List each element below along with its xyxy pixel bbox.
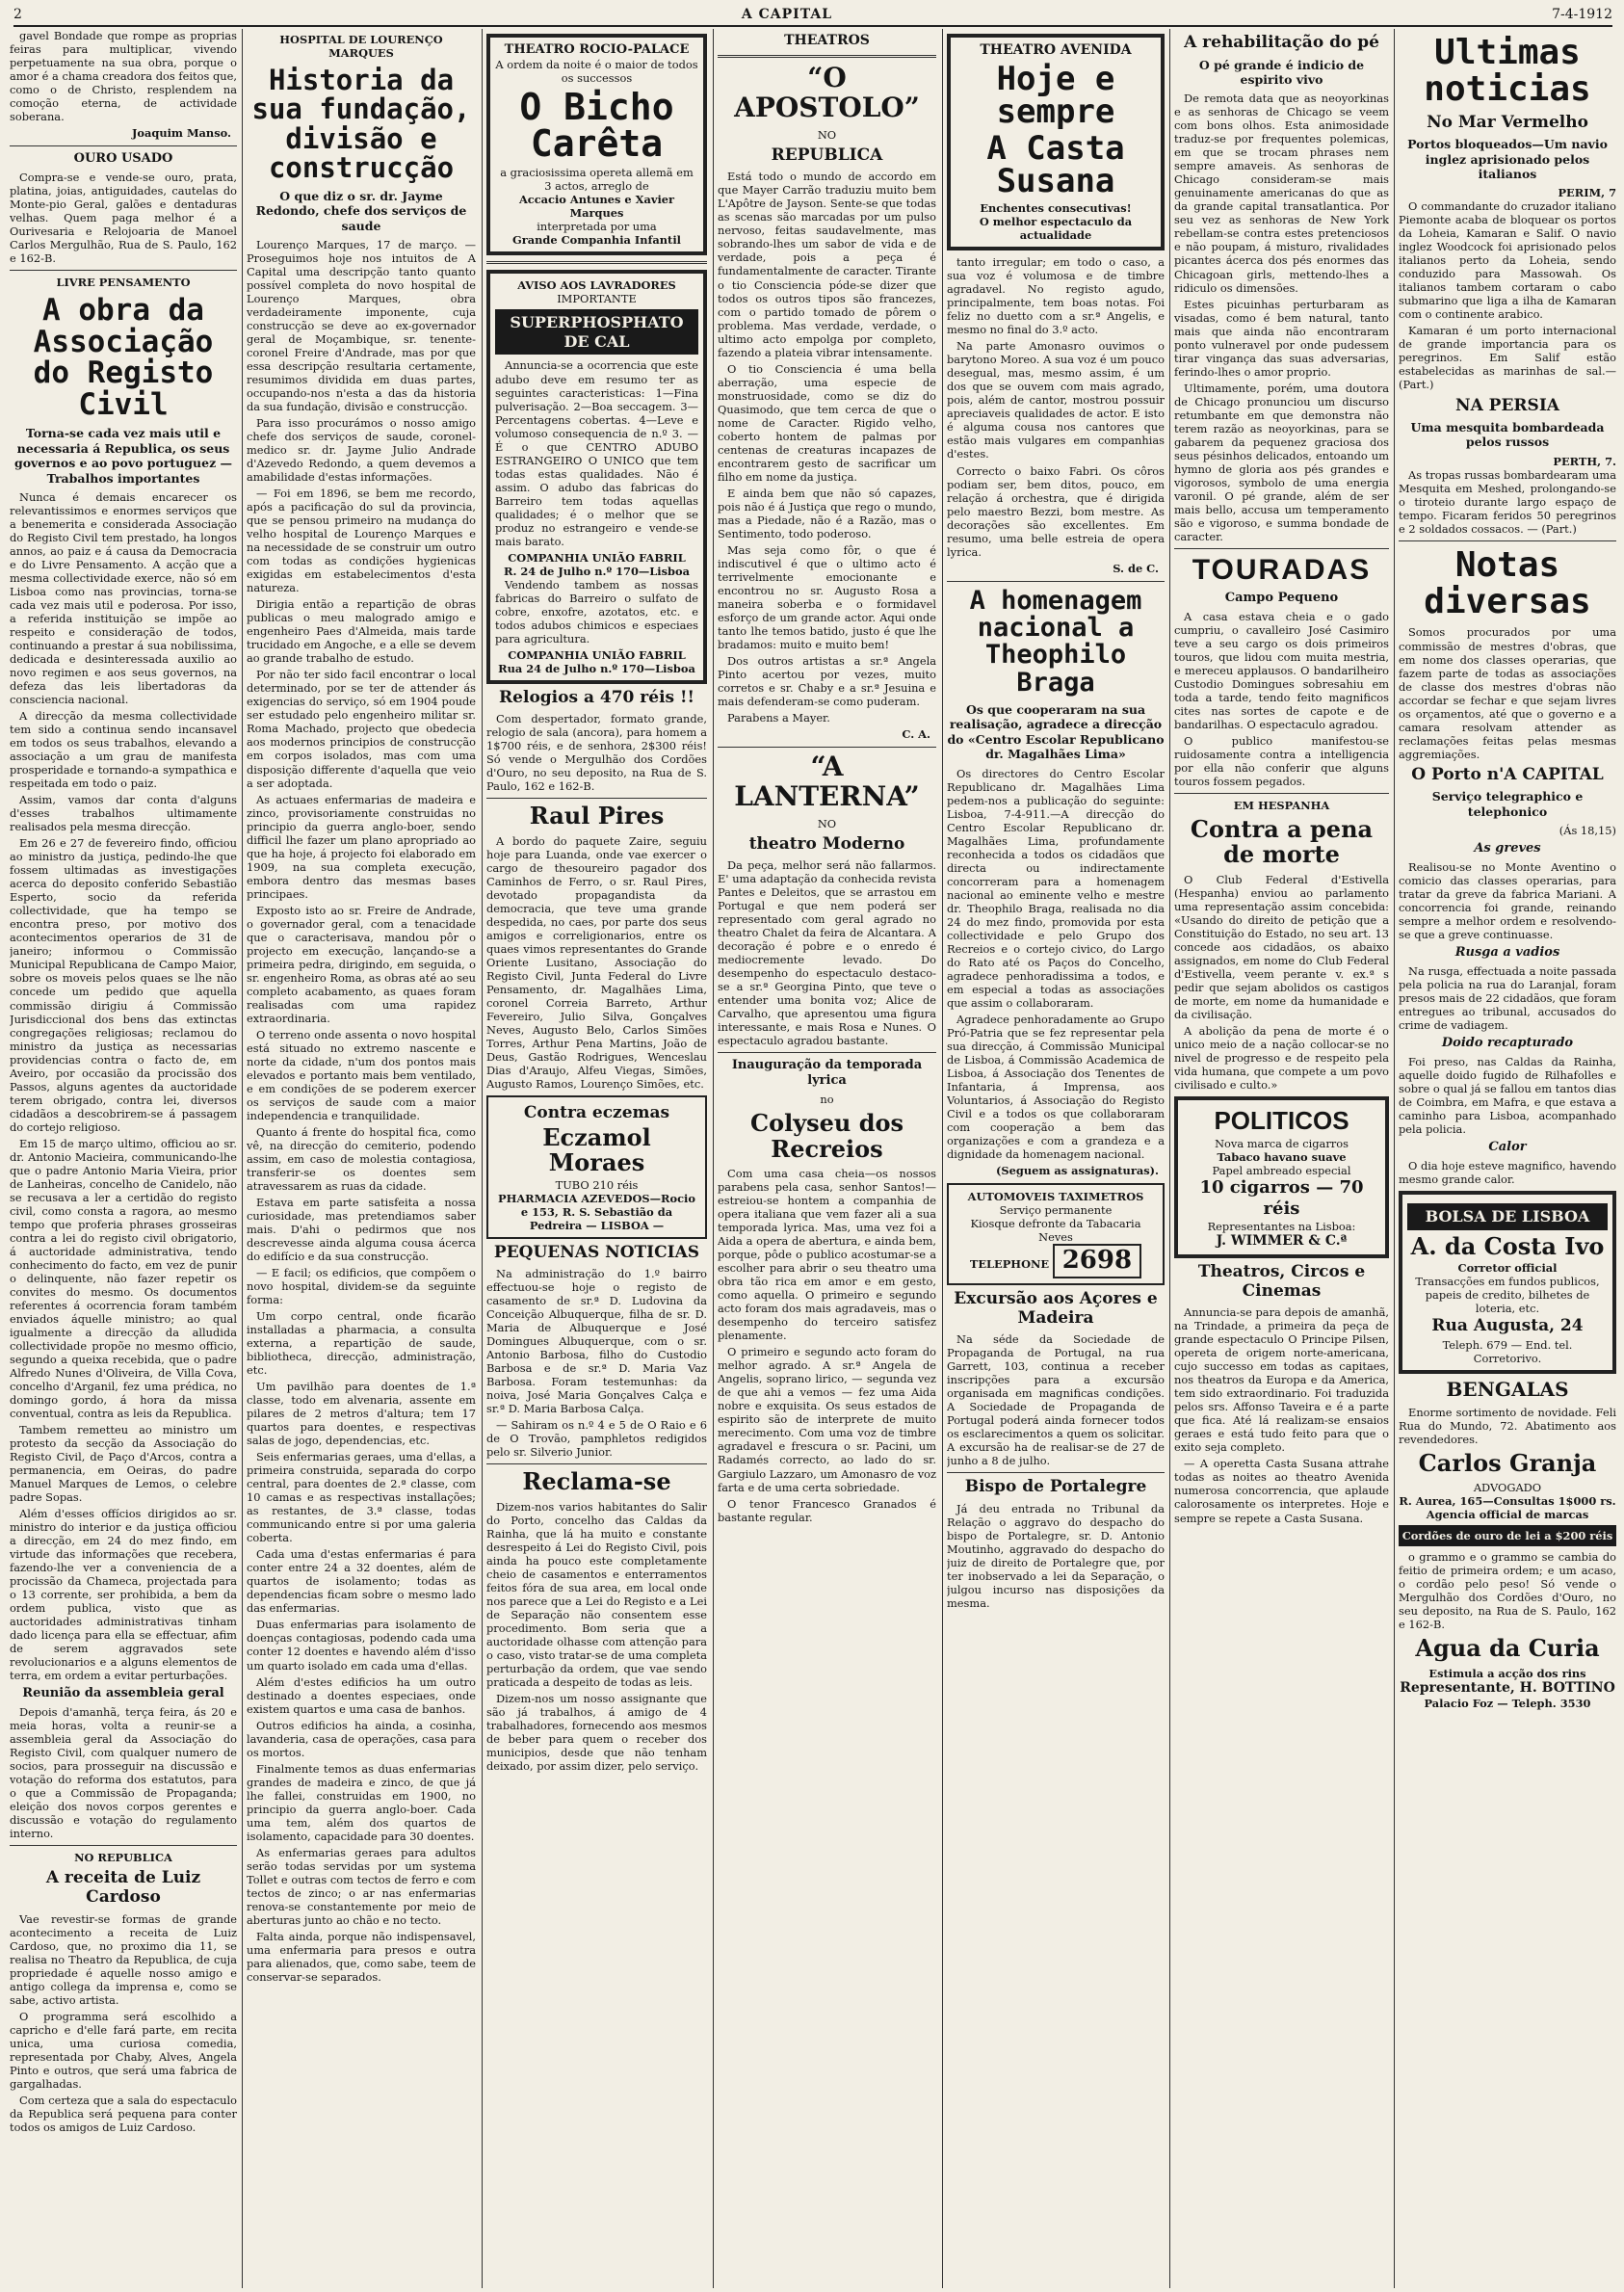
page-number: 2	[13, 7, 22, 22]
column-rule	[1169, 29, 1170, 2288]
ad-title: POLITICOS	[1214, 1106, 1349, 1136]
ad-line: Representantes na Lisboa:	[1207, 1219, 1356, 1233]
headline-pequenas: PEQUENAS NOTICIAS	[493, 1242, 700, 1262]
paragraph: — Sahiram os n.º 4 e 5 de O Raio e 6 de O Trovão, pamphletos redigidos pelo sr. Silverio Junior.	[486, 1418, 707, 1460]
paragraph: Seis enfermarias geraes, uma d'ellas, a primeira construida, separada do corpo central, para doentes de 2.ª classe, com 10 camas e as respectivas installações; as restantes, de 3.ª classe, todas communicando entre si por uma galeria coberta.	[247, 1450, 476, 1545]
ad-address: Rua Augusta, 24	[1431, 1316, 1584, 1336]
paragraph: Estes picuinhas perturbaram as visadas, como é bem natural, tanto mais que ainda não encontraram ponto vulneravel por onde pudessem tirar vingança das suas adversarias, ferindo-lhes o amor proprio.	[1174, 297, 1389, 379]
ad-desc: a graciosissima opereta allemã em 3 actos, arreglo de	[500, 166, 694, 194]
paragraph: Um corpo central, onde ficarão installadas a pharmacia, a consulta externa, a repartição de saude, bibliotheca, direcção, administração, etc.	[247, 1309, 476, 1378]
column-rule	[713, 29, 714, 2288]
ad-price: 10 cigarros — 70 réis	[1199, 1176, 1364, 1219]
headline-moderno: theatro Moderno	[748, 833, 905, 854]
ad-title: THEATRO AVENIDA	[980, 42, 1132, 58]
headline-mar-vermelho: No Mar Vermelho	[1427, 112, 1588, 132]
ad-ouro-heading: OURO USADO	[73, 151, 173, 167]
headline-ultimas: Ultimas noticias	[1424, 33, 1591, 109]
ad-company: Grande Companhia Infantil	[512, 233, 681, 248]
divider	[10, 270, 237, 271]
ad-authors: Accacio Antunes e Xavier Marques	[518, 193, 675, 221]
column-rule	[242, 29, 243, 2288]
paragraph: Já deu entrada no Tribunal da Relação o aggravo do despacho do bispo de Portalegre, sr. D. Antonio Moutinho, aggravado do despacho do juiz de direito de Portalegre que, por ter inobservado a lei da Separação, o julgou incurso nas disposições da mesma.	[947, 1501, 1165, 1610]
column-2	[247, 29, 476, 2283]
headline-theatros: Theatros, Circos e Cinemas	[1197, 1262, 1366, 1301]
ad-sub: Serviço permanente	[999, 1202, 1113, 1217]
ad-ouro-text: Compra-se e vende-se ouro, prata, platina, joias, antiguidades, cautelas do Monte-pio Geral, galões e dentaduras velhas. Quem paga melhor é a Ourivesaria e Relojoaria de Manoel Carlos Mergulhão, Rua de S. Paulo, 162 e 162-B.	[10, 171, 237, 266]
paragraph: O tio Consciencia é uma bella aberração, uma especie de monstruosidade, como se diz do Quasimodo, que tem cerca de que o nome de Caracter. Rigido velho, coberto hontem de palmas por centenas de creaturas incapazes de encontrarem gesto de sacrificar um filho em nome da justiça.	[718, 361, 936, 484]
ad-granja-address: R. Aurea, 165—Consultas 1$000 rs.	[1399, 1494, 1616, 1509]
ad-company: COMPANHIA UNIÃO FABRIL	[508, 647, 686, 662]
paragraph: Falta ainda, porque não indispensavel, uma enfermaria para presos e outra para alienados, que, como sabe, teem de conservar-se separados.	[247, 1929, 476, 1984]
paragraph: Dirigia então a repartição de obras publicas o meu malogrado amigo e engenheiro Paes d'Almeida, mais tarde trucidado em Angoche, e a elle se devem ao grande trabalho de estudo.	[247, 597, 476, 666]
paragraph: Annuncia-se para depois de amanhã, na Trindade, a primeira da peça de grande espectaculo O Principe Pilsen, opereta de origem norte-americana, cujo successo em todas as capitaes, nos theatros da Europa e da America, tem sido extraordinario. Foi traduzida pelos srs. Affonso Taveira e é a parte que fica. Até lá realizam-se ensaios geraes e está tudo feito para que o exito seja completo.	[1174, 1305, 1389, 1455]
paragraph: Parabens a Mayer.	[727, 710, 830, 724]
headline-persia: NA PERSIA	[1455, 395, 1559, 415]
headline-reclama: Reclama-se	[522, 1467, 671, 1496]
divider	[947, 581, 1165, 582]
paragraph: E ainda bem que não só capazes, pois não é á Justiça que rego o mundo, mas a Piedade, não é a Razão, mas o Sentimento, todo poderoso.	[718, 486, 936, 540]
column-6	[1174, 29, 1389, 2283]
column-rule	[942, 29, 943, 2288]
timestamp: (Ás 18,15)	[1559, 823, 1616, 837]
divider	[10, 1845, 237, 1846]
ad-tel: Teleph. 679 — End. tel. Corretorivo.	[1442, 1337, 1573, 1365]
headline-touradas: TOURADAS	[1192, 553, 1372, 586]
subheadline: Serviço telegraphico e telephonico	[1431, 789, 1584, 819]
article-tail: gavel Bondade que rompe as proprias feiras para multiplicar, vivendo perpetuamente na sua obra, porque o amor é a chama creadora dos feitos que, como o de Christo, resplendem na comoção eterna, de actividade soberana.	[10, 29, 237, 124]
paragraph: O dia hoje esteve magnifico, havendo mesmo grande calor.	[1399, 1159, 1616, 1187]
ad-by: interpretada por uma	[537, 220, 657, 234]
paragraph: Estava em parte satisfeita a nossa curiosidade, mas pretendiamos saber mais. D'ahi o pedirmos que nos descrevesse ainda alguma cousa ácerca do edifício e da sua construcção.	[247, 1195, 476, 1264]
ad-line: Hoje e sempre	[996, 60, 1115, 132]
ad-curia: Agua da Curia	[1415, 1634, 1600, 1663]
subheadline: O pé grande é indicio de espirito vivo	[1198, 57, 1365, 87]
headline-lanterna: “A LANTERNA”	[734, 751, 920, 812]
ad-politicos	[1174, 1096, 1389, 1258]
paragraph: A bordo do paquete Zaire, seguiu hoje para Luanda, onde vae exercer o cargo de thesoureiro pagador dos Caminhos de Ferro, o sr. Raul Pires, devotado propagandista da democracia, que teve uma grande despedida, no caes, por parte dos seus amigos e correligionarios, entre os quaes vimos representantes do Grande Oriente Lusitano, Associação do Registo Civil, Junta Federal do Livre Pensamento, dr. Magalhães Lima, coronel Correia Barreto, Arthur Fevereiro, Julio Silva, Gonçalves Neves, Augusto Belo, Carlos Simões Torres, Arthur Pena Martins, João de Deus, Gastão Rodrigues, Wenceslau Dias d'Araujo, Alfeu Viegas, Simões, Augusto Ramos, Lourenço Simões, etc.	[486, 833, 707, 1092]
paragraph: Da peça, melhor será não fallarmos. E' uma adaptação da conhecida revista Pantes e Deleitos, que se arrastou em Portugal e que nem poderá ser representado com geral agrado no theatro Chalet da feira de Alcantara. A decoração é pobre e o enredo é mediocremente levado. Do desempenho do espectaculo destaco-se a sr.ª Georgina Pinto, que teve o entender uma bonita voz; Alice de Carvalho, que apresentou uma figura interessante, e mais Rosa e Nunes. O espectaculo agradou bastante.	[718, 858, 936, 1048]
ad-product: Eczamol Moraes	[542, 1122, 651, 1177]
paragraph: Kamaran é um porto internacional de grande importancia para os peregrinos. Em Salif estão estabelecidas as marinhas de sal.—(Part.)	[1399, 324, 1616, 392]
subheadline-obra: Torna-se cada vez mais util e necessaria á Republica, os seus governos e ao povo portuguez — Trabalhos importantes	[13, 426, 233, 486]
column-1	[10, 29, 237, 2283]
section-heading: HOSPITAL DE LOURENÇO MARQUES	[279, 33, 443, 61]
paragraph: Foi preso, nas Caldas da Rainha, aquelle doido fugido de Rilhafolles e sobre o qual já se fallou em tantos dias de Coimbra, em Mafra, e que estava a caminho para Lisboa, acompanhado pela policia.	[1399, 1055, 1616, 1137]
headline-obra: A obra da Associação do Registo Civil	[33, 293, 214, 422]
ad-title: Contra eczemas	[523, 1103, 670, 1123]
ad-theatro-avenida	[947, 34, 1165, 250]
paragraph: Duas enfermarias para isolamento de doenças contagiosas, podendo cada uma conter 12 doentes e havendo além d'isso um quarto isolado em cada uma d'ellas.	[247, 1618, 476, 1673]
paragraph: As tropas russas bombardearam uma Mesquita em Meshed, prolongando-se o tiroteio durante largo espaço de tempo. Ficaram feridos 50 peregrinos e 2 soldados cossacos. — (Part.)	[1399, 467, 1616, 536]
article-signature: (Seguem as assignaturas).	[996, 1163, 1159, 1177]
ad-line: Tabaco havano suave	[1217, 1149, 1347, 1164]
ad-cordoes-desc: o grammo e o grammo se cambia do feitio de primeira ordem; e um acaso, o cordão pelo peso! Só vende o Mergulhão dos Cordões d'Ouro, no seu deposito, na Rua de S. Paulo, 162 e 162-B.	[1399, 1550, 1616, 1632]
heading-reuniao: Reunião da assembleia geral	[22, 1686, 224, 1701]
ad-price: TUBO 210 réis	[555, 1177, 639, 1192]
column-3	[486, 29, 707, 2283]
headline-receita: A receita de Luiz Cardoso	[45, 1868, 201, 1907]
paragraph: Nunca é demais encarecer os relevantissimos e enormes serviços que a benemerita e considerada Associação do Registo Civil tem prestado, ha longos annos, ao paiz e á causa da Democracia e do Livre Pensamento. A acção que a mesma collectividade exerce, não só em Lisboa como nas provincias, torna-se cada vez mais util e poderosa. Por isso, a referida instituição se impõe ao respeito e consideração de todos, continuando a prestar á sua nobilissima, dedicada e desinteressada auxilio ao novo regimen e aos seus governos, na defeza das leis libertadoras da consciencia nacional.	[10, 489, 237, 707]
label-no: NO	[817, 127, 837, 142]
section-heading: NO REPUBLICA	[74, 1851, 172, 1865]
headline-greves: As greves	[1474, 840, 1541, 856]
ad-product: SUPERPHOSPHATO DE CAL	[495, 309, 698, 355]
ad-tel-label: TELEPHONE	[969, 1257, 1050, 1272]
paragraph: Dizem-nos varios habitantes do Salir do Porto, concelho das Caldas da Rainha, que lá ha muito e constante desrespeito á Lei do Registo Civil, pois ainda ha pouco este completamente cheio de casamentos e enterramentos feitos fóra de sua area, em local onde nos parece que a Lei do Registo e a Lei de Separação não consentem esse procedimento. Bom seria que a auctoridade olhasse com attenção para o caso, visto tratar-se de uma completa perturbação da ordem, que vae sendo praticada a despeito de todas as leis.	[486, 1499, 707, 1689]
paragraph: Na rusga, effectuada a noite passada pela policia na rua do Laranjal, foram presos mais de 22 cidadãos, que foram entregues ao tribunal, accusados do crime de vadiagem.	[1399, 964, 1616, 1033]
ad-theatro-rocio	[486, 34, 707, 255]
column-rule	[482, 29, 483, 2288]
headline-inauguracao: Inauguração da temporada lyrica	[731, 1058, 923, 1089]
ad-granja-tag: Agencia official de marcas	[1426, 1508, 1589, 1522]
paragraph: Tambem remetteu ao ministro um protesto da secção da Associação do Registo Civil, de Paço d'Arcos, contra a permanencia, em Oeiras, do padre Manuel Marques de Lemos, o celebre padre Sopas.	[10, 1422, 237, 1505]
ad-sub: IMPORTANTE	[557, 292, 637, 306]
paragraph: As enfermarias geraes para adultos serão todas servidas por um systema Tollet e outras com tectos de ferro e com tectos de zinco; o ar nas enfermarias renova-se constantemente por meio de aberturas junto ao chão e no tecto.	[247, 1845, 476, 1927]
headline-doido: Doido recapturado	[1441, 1036, 1574, 1051]
paragraph: — A operetta Casta Susana attrahe todas as noites ao theatro Avenida numerosa concorrencia, que aplaude calorosamente os interpretes. Hoje e sempre se repete a Casta Susana.	[1174, 1457, 1389, 1525]
headline-bispo: Bispo de Portalegre	[964, 1477, 1147, 1497]
paragraph: Mas seja como fôr, o que é indiscutivel é que o ultimo acto é terrivelmente emocionante e encontrou no sr. Augusto Rosa a maneira soberba e o formidavel esforço de um grande actor. Aqui onde tanto lhe temos batido, justo é que lhe bradamos: muito e muito bem!	[718, 542, 936, 651]
ad-body: Annuncia-se a ocorrencia que este adubo deve em resumo ter as seguintes caracteristicas: 1—Fina pulverisação. 2—Boa seccagem. 3—Percentagens cobertas. 4—Leve e volumoso consequencia de n.º 3. — É o que CENTRO ADUBO ESTRANGEIRO O UNICO que tem todas estas qualidades. Não é assim. O adubo das fabricas do Barreiro tem todas aquellas qualidades; é o melhor que se produz no estrangeiro e vende-se mais barato.	[495, 358, 698, 548]
masthead	[13, 4, 1612, 27]
paragraph: Cada uma d'estas enfermarias é para conter entre 24 a 32 doentes, além de quartos de isolamento; todas as dependencias ficam sobre o mesmo lado das enfermarias.	[247, 1547, 476, 1616]
paragraph: Dizem-nos um nosso assignante que são já trabalhos, á amigo de 4 trabalhadores, fornecendo aos mesmos de beber para quem o receber dos municipios, desde que não tenham deixado, por assim dizer, pelo serviço.	[486, 1691, 707, 1774]
headline-rusga: Rusga a vadios	[1454, 945, 1560, 961]
paragraph: Quanto á frente do hospital fica, como vê, na direcção do cemiterio, podendo assim, em caso de molestia contagiosa, transferir-se os doentes sem atravessarem as ruas da cidade.	[247, 1124, 476, 1193]
paragraph: Na administração do 1.º bairro effectuou-se hoje o registo de casamento de sr.ª D. Ludovina da Conceição Albuquerque, filha de sr. D. Maria de Albuquerque e José Domingues Albuquerque, com o sr. Antonio Barbosa, filho do Custodio Barbosa e de sr.ª D. Maria Vaz Barbosa. Foram testemunhas: da noiva, José Maria Gonçalves Calça e sr.ª D. Maria Barbosa Calça.	[486, 1267, 707, 1416]
ad-play: O Bicho Carêta	[519, 86, 674, 166]
divider	[718, 747, 936, 748]
dateline: PERTH, 7.	[1553, 454, 1616, 468]
paragraph: Realisou-se no Monte Aventino o comicio das classes operarias, para tratar da greve da fabrica Mariani. A concorrencia foi grande, reinando sempre a melhor ordem e resolvendo-se que a greve continuasse.	[1399, 859, 1616, 942]
article-signature: Joaquim Manso.	[131, 126, 231, 141]
section-heading: LIVRE PENSAMENTO	[56, 276, 191, 290]
paragraph: As actuaes enfermarias de madeira e zinco, provisoriamente construidas no principio da guerra anglo-boer, sendo difficil lhe fazer um plano apropriado ao que ha hoje, á projecto foi elaborado em 1909, na sua completa execução, embora dentro das mesmas bases principaes.	[247, 792, 476, 901]
paragraph: A abolição da pena de morte é o unico meio de a nação collocar-se no nivel de progresso e de respeito pela vida humana, que compete a um povo civilisado e culto.»	[1174, 1023, 1389, 1093]
paragraph: O terreno onde assenta o novo hospital está situado no extremo nascente e norte da cidade, n'um dos pontos mais elevados e portanto mais bem ventilado, e em condições de se poderem exercer os serviços de saude com a maior independencia e tranquilidade.	[247, 1027, 476, 1122]
article-signature: C. A.	[902, 727, 930, 741]
headline-porto: O Porto n'A CAPITAL	[1411, 764, 1604, 784]
ad-desc: Transacções em fundos publicos, papeis de credito, bilhetes de loteria, etc.	[1415, 1275, 1600, 1316]
paragraph: Um pavilhão para doentes de 1.ª classe, todo em alvenaria, assente em pilares de 2 metros d'altura; tem 17 quartos para doentes, e respectivas salas de jogo, dependencias, etc.	[247, 1380, 476, 1448]
ad-line: Papel ambreado especial	[1212, 1163, 1351, 1177]
ad-eczamol	[486, 1095, 707, 1238]
paragraph: Depois d'amanhã, terça feira, ás 20 e meia horas, volta a reunir-se a assembleia geral da Associação do Registo Civil, com qualquer numero de socios, para prosseguir na discussão e votação do reforma dos estatutos, para o que a Commissão de Propaganda; eleição dos novos corpos gerentes e discussão e votação do regulamento interno.	[10, 1705, 237, 1841]
paragraph: Os directores do Centro Escolar Republicano dr. Magalhães Lima pedem-nos a publicação do seguinte: Lisboa, 7-4-911.—A direcção do Centro Escolar Republicano dr. Magalhães Lima, profundamente reconhecida a todos os cidadãos que directa ou indirectamente concorreram para a homenagem nacional ao eminente velho e mestre dr. Theophilo Braga, realisada no dia 24 do mez findo, promovida por esta collectividade e pelo Grupo dos Recreios e o cortejo civico, do Largo do Rato até os Paços do Concelho, agradece penhoradissima a todos, e em especial a todas as associações que assim o collaboraram.	[947, 766, 1165, 1010]
headline-rehabilitacao: A rehabilitação do pé	[1184, 33, 1379, 52]
subheadline: Portos bloqueados—Um navio inglez aprisionado pelos italianos	[1407, 137, 1608, 181]
ad-granja-role: ADVOGADO	[1473, 1481, 1542, 1495]
column-5	[947, 29, 1165, 2283]
ad-line: Kiosque defronte da Tabacaria Neves	[970, 1217, 1141, 1245]
paragraph: O tenor Francesco Granados é bastante regular.	[718, 1496, 936, 1524]
divider	[486, 798, 707, 799]
divider	[1174, 793, 1389, 794]
ad-curia-address: Palacio Foz — Teleph. 3530	[1424, 1697, 1591, 1711]
ad-line: Enchentes consecutivas!	[980, 201, 1132, 216]
ad-body: Vendendo tambem as nossas fabricas do Barreiro o sulfato de cobre, enxofre, azotatos, etc. e todos adubos chimicos e especiaes para agricultura.	[495, 577, 698, 645]
headline-apostolo: “O APOSTOLO”	[734, 62, 920, 124]
headline-pena-de-morte: Contra a pena de morte	[1190, 815, 1374, 869]
ad-superphosphato	[486, 270, 707, 684]
ad-title: AUTOMOVEIS TAXIMETROS	[967, 1189, 1144, 1203]
column-4	[718, 29, 936, 2283]
paragraph: Lourenço Marques, 17 de março. — Proseguimos hoje nos intuitos de A Capital uma descripção tanto quanto possível completa do novo hospital de Lourenço Marques, obra verdadeiramente imponente, cuja construcção se deve ao ex-governador geral de Moçambique, sr. tenente-coronel Freire d'Andrade, mas por que essa descripção resultaria certamente, resumimos dividida em duas partes, occupando-nos n'esta a das da historia da sua fundação, divisão e construcção.	[247, 237, 476, 414]
paragraph: Para isso procurámos o nosso amigo chefe dos serviços de saude, coronel-medico sr. dr. Jayme Julio Andrade d'Azevedo Redondo, a quem devemos a amabilidade d'estas informações.	[247, 416, 476, 485]
paragraph: Além d'esses offícios dirigidos ao sr. ministro do interior e da justiça officiou a direcção, em 24 do mez findo, em virtude das informações que recebera, fazendo-lhe ver a conveniencia de a procissão da Chameca, projectada para o 13 corrente, ser prohibida, a bem da ordem publica, visto que as auctoridades administrativas tinham dado licença para ella se effectuar, afim de serem aggravados sete revolucionarios e a alguns elementos de terra, em ordem a evitar perturbações.	[10, 1507, 237, 1683]
ad-title: BOLSA DE LISBOA	[1407, 1203, 1608, 1230]
paragraph: O publico manifestou-se ruidosamente contra a intelligencia por ella não conferir que alguns touros fossem pegados.	[1174, 733, 1389, 788]
ad-automoveis	[947, 1183, 1165, 1285]
paragraph: Em 15 de março ultimo, officiou ao sr. dr. Antonio Macieira, communicando-lhe que o padre Antonio Maria Vieira, prior de Lanheiras, concelho de Canidelo, não se recusava a ler a certidão do registo civil, como consta a ragora, ao mesmo tempo que proferia phrases grosseiras contra a lei do registo civil obrigatorio, á auctoridade administrativa, tendo conhecimento do facto, em vez de punir o delinquente, não fazer repetir os convites do mesmo. Os documentos referentes á ocorrencia foram também enviados áquelle ministro; ao qual igualmente a direcção da alludida collectividade propõe no mesmo officio, segundo a queixa recebida, que o padre Alfredo Nunes d'Oliveira, de Villa Cova, concelho d'Arganil, fez uma prédica, no domingo gordo, á hora da missa conventual, contra as leis da Republica.	[10, 1136, 237, 1420]
paragraph: Além d'estes edificios ha um outro destinado a doentes especiaes, onde existem quartos e uma casa de banhos.	[247, 1674, 476, 1716]
paragraph: O Club Federal d'Estivella (Hespanha) enviou ao parlamento uma representação assim concebida: «Usando do direito de petição que a Constituição do Estado, no seu art. 13 concede aos cidadãos, os abaixo assignados, em nome do Club Federal d'Estivella, veem perante v. ex.ª s pedir que sejam abolidos os castigos de morte, em nome da humanidade e da civilisação.	[1174, 872, 1389, 1021]
paragraph: Finalmente temos as duas enfermarias grandes de madeira e zinco, de que já lhe fallei, construidas em 1900, no principio da guerra anglo-boer. Cada uma tem, além dos quartos de isolamento, capacidade para 30 doentes.	[247, 1761, 476, 1843]
paragraph: Em 26 e 27 de fevereiro findo, officiou ao ministro da justiça, pedindo-lhe que fossem ultimadas as investigações acerca do deposito conferido Sebastião Esperto, socio da referida collectividade, que ha tempo se encontra preso, por motivo dos acontecimentos operarios de 31 de janeiro; informou o Commissão Municipal Republicana de Campo Maior, sobre os moveis pelos quaes se lhe não concede um pedido que aquella commissão dirigiu á Commissão Jurisdiccional dos bens das extinctas congregações religiosas; reclamou do ministro da justiça as necessarias providencias contra o facto de, em Aveiro, por occasião da procissão dos Passos, alguns agentes da auctoridade terem obrigado, contra lei, diversos cidadãos a descobrirem-se á passagem do cortejo religioso.	[10, 836, 237, 1134]
paragraph: Vae revestir-se formas de grande acontecimento a receita de Luiz Cardoso, que, no proximo dia 11, se realisa no Theatro da Republica, de cuja propriedade é aquelle nosso amigo e antigo collega da imprensa e, como se sabe, activo artista.	[10, 1911, 237, 2007]
ad-name: A. da Costa Ivo	[1410, 1231, 1605, 1260]
ad-address: Rua 24 de Julho n.º 170—Lisboa	[498, 661, 695, 675]
ad-curia-tag: Estimula a acção dos rins	[1428, 1666, 1586, 1680]
ad-title: AVISO AOS LAVRADORES	[517, 278, 676, 293]
headline-calor: Calor	[1488, 1140, 1527, 1155]
paragraph: Na parte Amonasro ouvimos o barytono Moreo. A sua voz é um pouco desegual, mas, mesmo assim, é um dos que se ouvem com mais agrado, pois, além de cantor, mostrou possuir apreciaveis qualidades de actor. E isto é alguma cousa nos cantores que estão mais vulgares em companhias d'estes.	[947, 339, 1165, 461]
headline-colyseu: Colyseu dos Recreios	[749, 1109, 904, 1163]
ad-cordoes: Cordões de ouro de lei a $200 réis	[1399, 1525, 1616, 1546]
newspaper-title: A CAPITAL	[741, 7, 833, 22]
paragraph: A casa estava cheia e o gado cumpriu, o cavalleiro José Casimiro teve a seu cargo os dois primeiros touros, que lidou com muita mestria, e mereceu applausos. O bandarilheiro Custodio Domingues sobresahiu em toda a tarde, tendo feito magnificos cites nas sortes de capote e de bandarilhas. O espectaculo agradou.	[1174, 609, 1389, 731]
divider	[486, 261, 707, 264]
ad-line: O melhor espectaculo da actualidade	[979, 215, 1133, 243]
divider	[718, 1052, 936, 1053]
paragraph: — Foi em 1896, se bem me recordo, após a pacificação do sul da provincia, que se pensou primeiro na mudança do velho hospital de Lourenço Marques e na necessidade de se construir um outro com todas as condições hygienicas exigidas em estabelecimentos d'esta natureza.	[247, 487, 476, 595]
paragraph: Está todo o mundo de accordo em que Mayer Carrão traduziu muito bem L'Apôtre de Jayson. Sente-se que todas as scenas são marcadas por um pulso nervoso, feitas saudavelmente, mas sobrando-lhes um sabor de vida e de verdade, pois a peça é fundamentalmente de caracter. Tirante o tio Consciencia póde-se dizer que todos os outros tipos são francezes, com o partido tomado de pôrem o problema. Mas verdade, verdade, o ultimo acto empolga por completo, fazendo a plateia vibrar intensamente.	[718, 170, 936, 359]
paragraph: Outros edificios ha ainda, a cosinha, lavanderia, casa de operações, casa para os mortos.	[247, 1718, 476, 1759]
paragraph: Exposto isto ao sr. Freire de Andrade, o governador geral, com a tenacidade que o caracterisava, mandou pôr o projecto em execução, lançando-se a primeira pedra, dirigindo, em seguida, o sr. engenheiro Roma, as obras até ao seu completo acabamento, as quaes foram realisadas com uma rapidez extraordinaria.	[247, 903, 476, 1025]
column-7	[1399, 29, 1616, 2283]
paragraph: Com certeza que a sala do espectaculo da Republica será pequena para conter todos os amigos de Luiz Cardoso.	[10, 2093, 237, 2134]
ad-line: Nova marca de cigarros	[1215, 1136, 1349, 1150]
dateline: PERIM, 7	[1558, 186, 1616, 200]
section-heading: THEATROS	[784, 33, 870, 48]
divider	[1174, 548, 1389, 549]
divider	[1399, 540, 1616, 541]
divider	[718, 55, 936, 58]
headline-historia: Historia da sua fundação, divisão e construcção	[251, 64, 471, 185]
paragraph: A direcção da mesma collectividade tem sido a continua sendo incansavel em todos os seus trabalhos, elevando a associação a um grau de manifesta prosperidade e tornando-a sympathica e respeitada em todo o paiz.	[10, 709, 237, 791]
paragraph: Na séde da Sociedade de Propaganda de Portugal, na rua Garrett, 103, continua a receber inscripções para a excursão organisada em magnificas condições. A Sociedade de Propaganda de Portugal poderá ainda fornecer todos os esclarecimentos a quem os solicitar. A excursão ha de realisar-se de 27 de junho a 8 de julho.	[947, 1332, 1165, 1468]
ad-pharmacy: PHARMACIA AZEVEDOS—Rocio e 153, R. S. Sebastião da Pedreira — LISBOA —	[498, 1191, 695, 1232]
headline-notas: Notas diversas	[1424, 544, 1591, 621]
headline-excursao: Excursão aos Açores e Madeira	[954, 1289, 1158, 1328]
ad-bolsa	[1399, 1191, 1616, 1374]
subheadline: Uma mesquita bombardeada pelos russos	[1410, 420, 1605, 450]
paragraph: — E facil; os edificios, que compõem o novo hospital, dividem-se da seguinte forma:	[247, 1266, 476, 1307]
divider	[10, 145, 237, 146]
paragraph: Com despertador, formato grande, relogio de sala (ancora), para homem a 1$700 réis, e de senhora, 2$300 réis! Só vende o Mergulhão dos Cordões d'Ouro, no seu deposito, na Rua de S. Paulo, 162 e 162-B.	[486, 712, 707, 794]
headline-raul-pires: Raul Pires	[529, 802, 665, 830]
paragraph: Com uma casa cheia—os nossos parabens pela casa, senhor Santos!—estreiou-se hontem a companhia de opera italiana que vem fazer ali a sua temporada lyrica. Mas, uma vez foi a Aida a opera de abertura, e ainda bem, porque, pôde o publico acostumar-se a escolher para abrir o seu theatro uma obra tão rica em amor e em gesto, como aquella. O primeiro e segundo acto foram dos mais agradaveis, mas o desempenho do terceiro satisfez plenamente.	[718, 1167, 936, 1343]
subheadline: O que diz o sr. dr. Jayme Redondo, chefe dos serviços de saude	[255, 188, 467, 233]
divider	[486, 1463, 707, 1464]
ad-company: J. WIMMER & C.ª	[1216, 1232, 1348, 1249]
label-no: NO	[817, 816, 837, 830]
paragraph: O primeiro e segundo acto foram do melhor agrado. A sr.ª Angela de Angelis, soprano lirico, — segunda vez de que ahi a vemos — fez uma Aida nobre e exquisita. Os seus estados de espirito são de interprete de muito merecimento. Com uma voz de timbre agradavel e frescura o sr. Pacini, um Radamés correcto, ao lado do sr. Gargiulo Lazzaro, um Amonasro de voz farta e de uma certa sobriedade.	[718, 1345, 936, 1494]
paragraph: Dos outros artistas a sr.ª Angela Pinto acertou por vezes, muito corretos e sr. Chaby e a sr.ª Jesuina e mais defenderam-se como puderam.	[718, 653, 936, 708]
paragraph: Por não ter sido facil encontrar o local determinado, por se ter de attender ás exigencias do serviço, só em 1904 poude ser estudado pelo engenheiro militar sr. Roma Machado, projecto que obedecia aos modernos principios de construcção em corpos isolados, mas com uma disposição differente d'aquella que veio a ser adoptada.	[247, 668, 476, 790]
headline-relogios: Relogios a 470 réis !!	[499, 687, 694, 707]
divider	[947, 1472, 1165, 1473]
ad-line: A ordem da noite é o maior de todos os successos	[495, 57, 698, 85]
headline-homenagem: A homenagem nacional a Theophilo Braga	[969, 585, 1142, 698]
paragraph: O programma será escolhido a capricho e d'elle fará parte, em recita unica, uma curiosa comedia, representada por Chaby, Alves, Angela Pinto e outros, que será uma fabrica de gargalhadas.	[10, 2009, 237, 2091]
paragraph: Ultimamente, porém, uma doutora de Chicago pronunciou um discurso retumbante em que demonstra não terem razão as neoyorkinas, para se gabarem da pequenez graciosa dos seus pésinhos delicados, entoando um hymno de gloria aos pés grandes e vigorosos, symbolo de uma energia varonil. O pé grande, além de ser mais bello, accusa um temperamento são e vigoroso, e summa bondade de caracter.	[1174, 381, 1389, 543]
ad-company: COMPANHIA UNIÃO FABRIL	[508, 550, 686, 565]
ad-granja: Carlos Granja	[1418, 1448, 1597, 1477]
ad-role: Corretor official	[1457, 1261, 1558, 1276]
subheadline: Os que cooperaram na sua realisação, agradece a direcção do «Centro Escolar Republicano dr. Magalhães Lima»	[947, 702, 1165, 762]
ad-bengalas: BENGALAS	[1446, 1377, 1569, 1401]
column-rule	[1394, 29, 1395, 2288]
ad-address: R. 24 de Julho n.º 170—Lisboa	[503, 564, 690, 578]
paragraph: O commandante do cruzador italiano Piemonte acaba de bloquear os portos da Loheia, Kamaran e Salif. O navio inglez Woodcock foi aprisionado pelos italianos perto da Loheia, sendo conduzido para Massowah. Os italianos tambem cortaram o cabo submarino que liga a ilha de Kamaran com o continente arabico.	[1399, 199, 1616, 322]
ad-title: THEATRO ROCIO-PALACE	[504, 42, 690, 57]
issue-date: 7-4-1912	[1552, 7, 1612, 22]
ad-bengalas-desc: Enorme sortimento de novidade. Feli Rua do Mundo, 72. Abatimento aos revendedores.	[1399, 1405, 1616, 1446]
paragraph: Correcto o baixo Fabri. Os côros podiam ser, bem ditos, pouco, em relação á orchestra, que é dirigida pelo maestro Bezzi, bom mestre. As decorações são excellentes. Em resumo, uma belle estreia de opera lyrica.	[947, 463, 1165, 559]
paragraph: tanto irregular; em todo o caso, a sua voz é volumosa e de timbre agradavel. No registo agudo, principalmente, tem boas notas. Foi feliz no duetto com a sr.ª Angelis, e mesmo no final do 3.º acto.	[947, 255, 1165, 337]
label-no: no	[820, 1093, 834, 1107]
paragraph: Agradece penhoradamente ao Grupo Pró-Patria que se fez representar pela sua direcção, á Commissão Municipal de Lisboa, á Commissão Academica de Lisboa, á Associação dos Tenentes de Infantaria, á Imprensa, aos Voluntarios, á Associação do Registo Civil e a todos os que collaboraram com cooperação a bem das organizações e com a grandeza e a dignidade da homenagem nacional.	[947, 1012, 1165, 1161]
section-heading: EM HESPANHA	[1233, 799, 1330, 812]
ad-tel-number: 2698	[1053, 1244, 1141, 1278]
article-signature: S. de C.	[1113, 561, 1159, 575]
ad-line: A Casta Susana	[986, 129, 1125, 201]
headline-republica: REPUBLICA	[771, 145, 883, 165]
ad-curia-rep: Representante, H. BOTTINO	[1400, 1679, 1615, 1696]
paragraph: Somos procurados por uma commissão de mestres d'obras, que em nome dos classes operarias, que fazem parte de todas as associações de classe dos mestres d'obras não accordar se fechar e que sejam livres os orçamentos, até que o governo e a camara resolvam attender as reclamações feitas pelas mesmas aggremiações.	[1399, 625, 1616, 761]
paragraph: De remota data que as neoyorkinas e as senhoras de Chicago se veem com bons olhos. Esta animosidade traduz-se por frequentes polemicas, em que se trocam phrases nem sempre amaveis. As senhoras de Chicago consideram-se mais genuinamente americanas do que as da grande capital transatlantica. Por seu vez as senhoras de New York rebellam-se contra estes pretenciosos e não poupam, á misturo, rivalidades picantes ácerca dos pés enormes das Chicagoan girls, mettendo-lhes a ridiculo os dimensões.	[1174, 92, 1389, 295]
paragraph: Assim, vamos dar conta d'alguns d'esses trabalhos ultimamente realisados pela mesma direcção.	[10, 793, 237, 834]
subheadline: Campo Pequeno	[1224, 590, 1339, 605]
